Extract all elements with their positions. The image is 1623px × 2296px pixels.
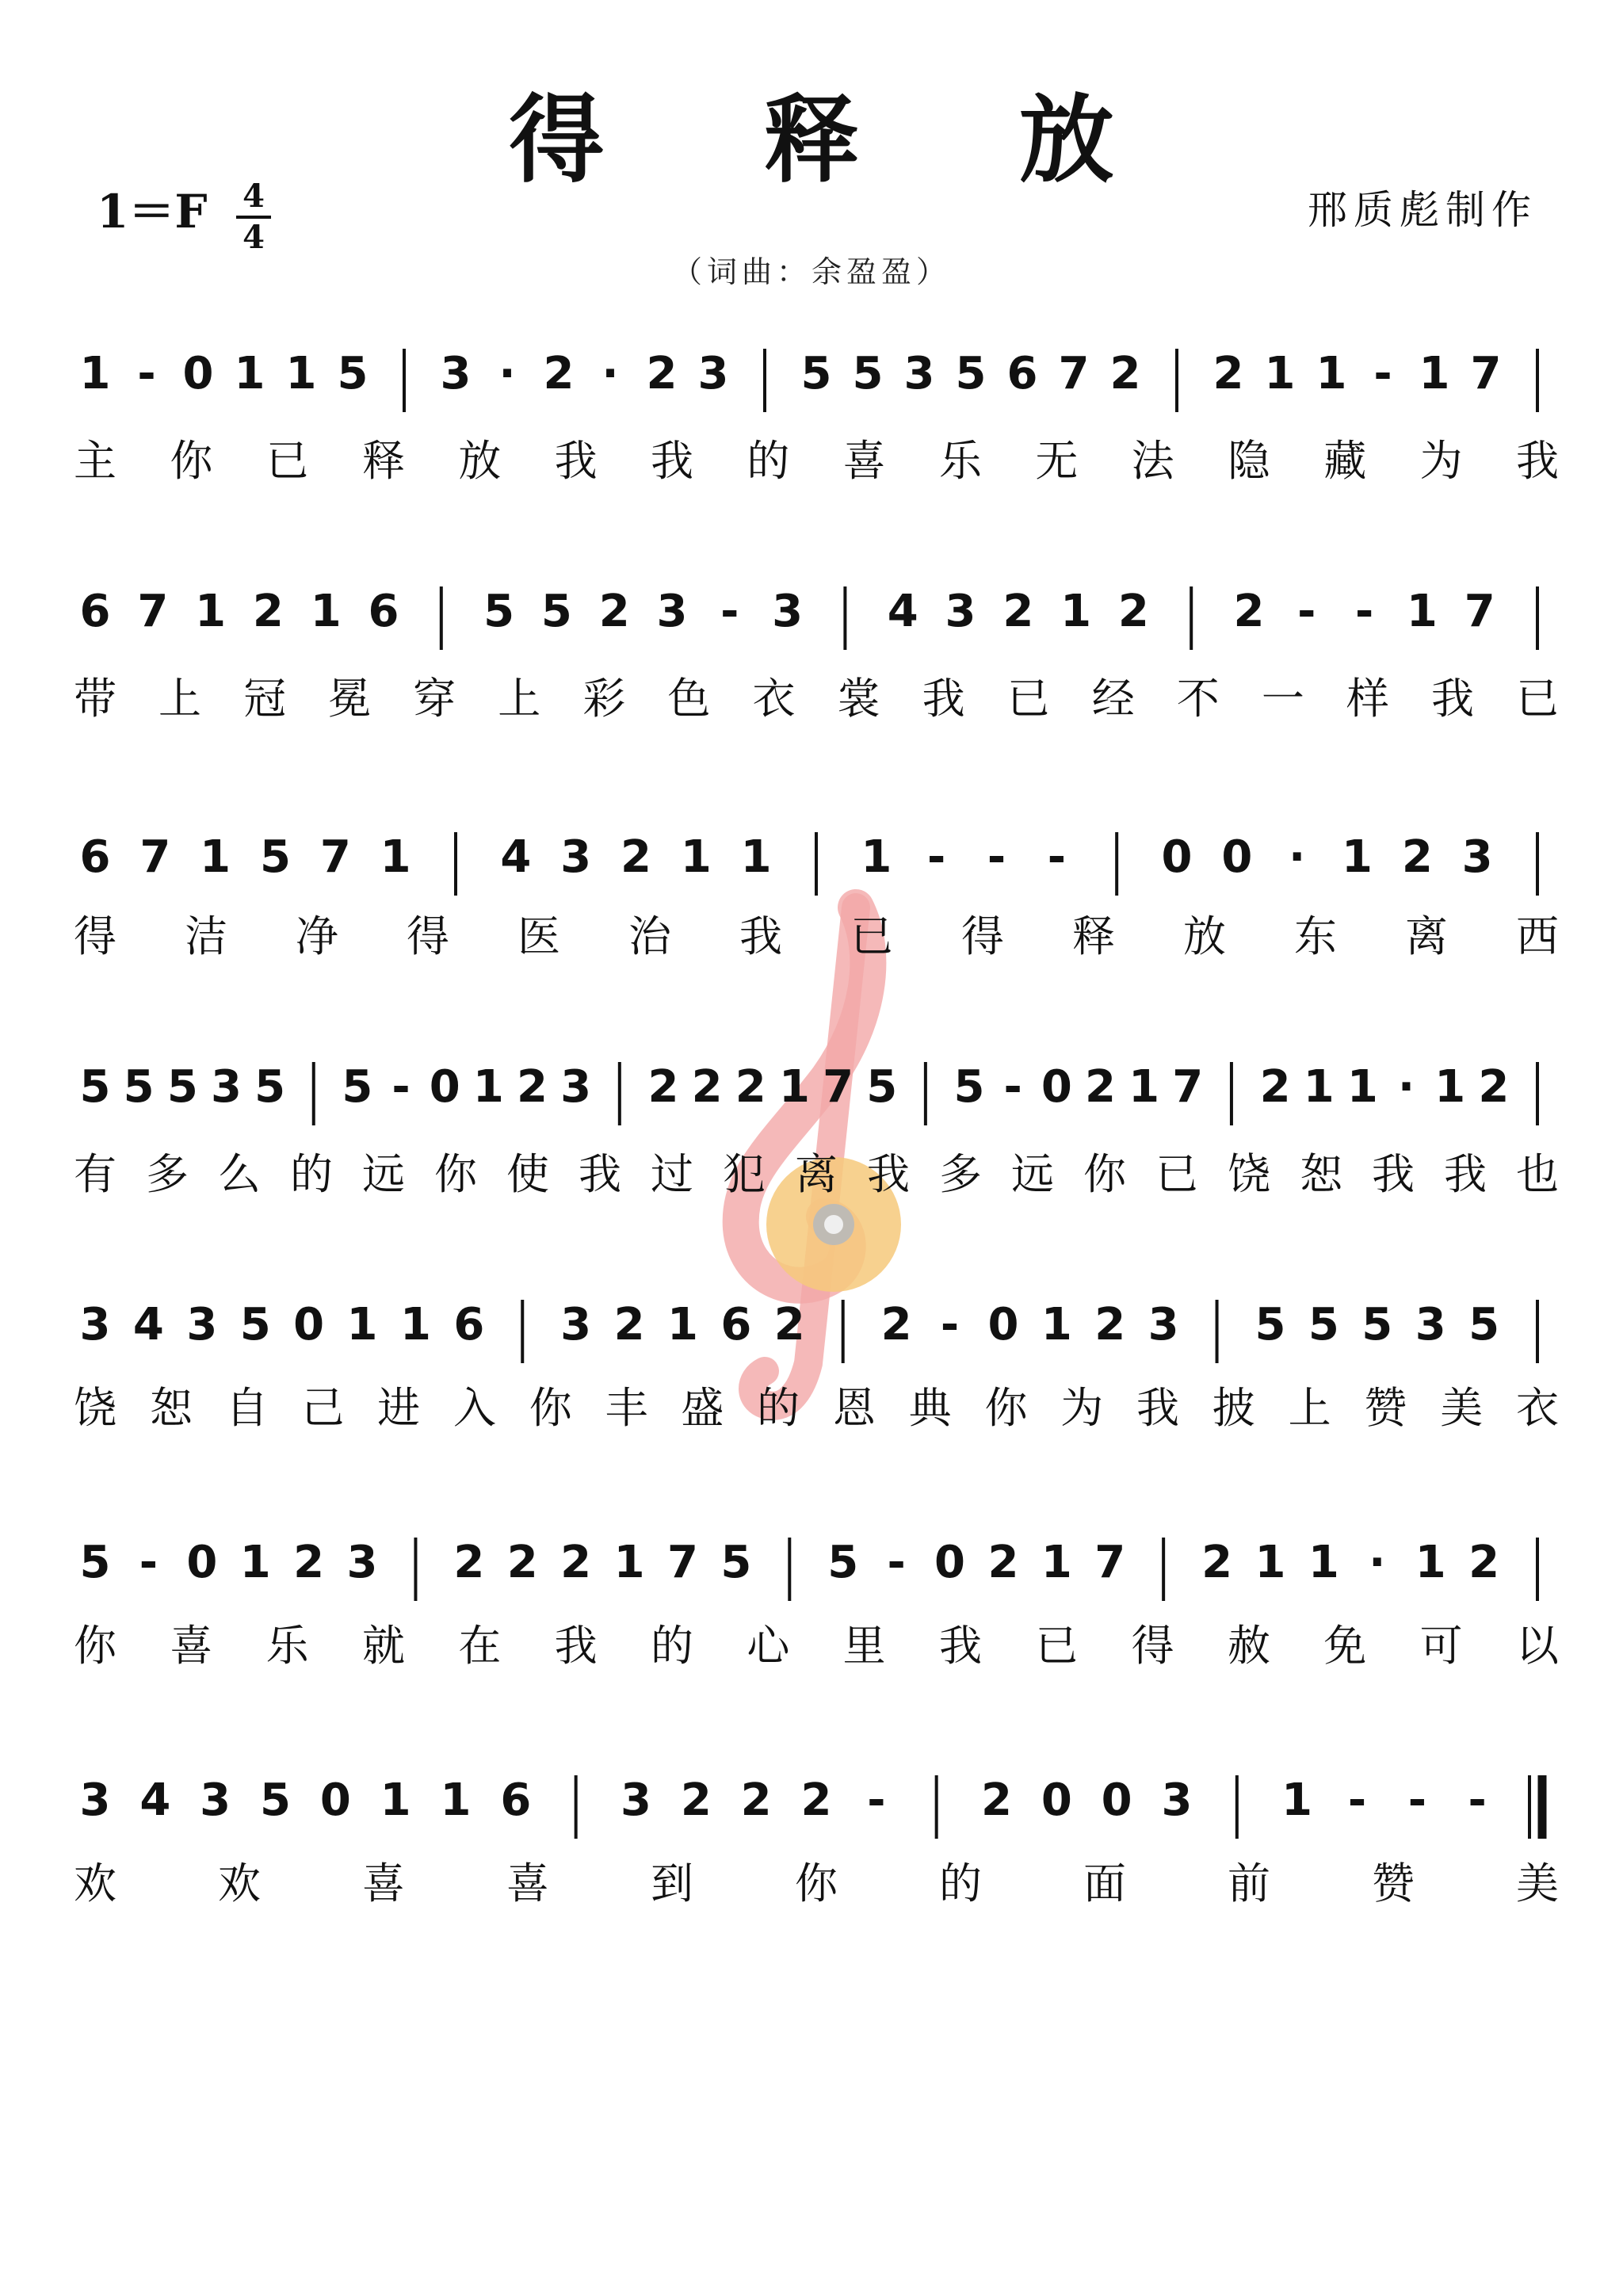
note: 3 bbox=[346, 1537, 378, 1588]
lyric-char: 我 bbox=[1136, 1383, 1180, 1433]
note: 1 bbox=[346, 1299, 378, 1350]
lyric-char: 前 bbox=[1228, 1859, 1270, 1908]
note: 5 bbox=[720, 1537, 752, 1588]
lyric-char: 色 bbox=[667, 674, 711, 724]
lyric-char: 我 bbox=[939, 1621, 982, 1671]
note: 3 bbox=[697, 348, 729, 399]
sustain-dash: - bbox=[1468, 1775, 1487, 1826]
note: 3 bbox=[79, 1299, 111, 1350]
lyric-char: 里 bbox=[842, 1621, 886, 1671]
note: 5 bbox=[800, 348, 832, 399]
lyric-char: 的 bbox=[757, 1383, 800, 1433]
note: 7 bbox=[1470, 348, 1502, 399]
augmentation-dot: · bbox=[1289, 831, 1306, 883]
lyric-char: 的 bbox=[290, 1149, 333, 1199]
lyric-char: 多 bbox=[939, 1149, 982, 1199]
lyric-char: 赦 bbox=[1228, 1621, 1270, 1671]
lyric-char: 我 bbox=[554, 1621, 598, 1671]
note: 3 bbox=[621, 1775, 651, 1826]
note: 3 bbox=[186, 1299, 218, 1350]
note: 2 bbox=[1259, 1061, 1291, 1113]
note: 2 bbox=[1109, 348, 1141, 399]
song-title: 得 释 放 bbox=[509, 86, 1178, 196]
note: 6 bbox=[720, 1299, 752, 1350]
note: 1 bbox=[285, 348, 317, 399]
note: 1 bbox=[1128, 1061, 1160, 1113]
lyric-char: 远 bbox=[362, 1149, 405, 1199]
sustain-dash: - bbox=[1047, 831, 1066, 883]
lyric-char: 我 bbox=[867, 1149, 910, 1199]
note: 3 bbox=[772, 586, 804, 637]
note: 6 bbox=[500, 1775, 532, 1826]
lyric-char: 赞 bbox=[1364, 1383, 1407, 1433]
note: 1 bbox=[861, 831, 892, 883]
note: 5 bbox=[123, 1061, 155, 1113]
note: 3 bbox=[79, 1775, 111, 1826]
note: 5 bbox=[483, 586, 515, 637]
lyric-char: 到 bbox=[651, 1859, 693, 1908]
lyric-char: 离 bbox=[1405, 911, 1448, 961]
note: 7 bbox=[666, 1537, 698, 1588]
lyric-char: 欢 bbox=[218, 1859, 261, 1908]
lyric-char: 披 bbox=[1212, 1383, 1255, 1433]
lyric-char: 不 bbox=[1176, 674, 1220, 724]
augmentation-dot: · bbox=[498, 348, 516, 399]
note: 3 bbox=[945, 586, 976, 637]
sustain-dash: - bbox=[1003, 1061, 1022, 1113]
note: 7 bbox=[823, 1061, 854, 1113]
note: 1 bbox=[1316, 348, 1347, 399]
lyric-char: 穿 bbox=[413, 674, 456, 724]
note: 0 bbox=[1041, 1061, 1072, 1113]
note: 1 bbox=[239, 1537, 271, 1588]
sustain-dash: - bbox=[940, 1299, 960, 1350]
lyric-char: 饶 bbox=[74, 1383, 116, 1433]
note: 5 bbox=[260, 1775, 291, 1826]
note: 3 bbox=[656, 586, 688, 637]
note: 2 bbox=[773, 1299, 805, 1350]
lyric-char: 盛 bbox=[681, 1383, 724, 1433]
lyric-char: 典 bbox=[908, 1383, 952, 1433]
sustain-dash: - bbox=[1407, 1775, 1426, 1826]
note: 2 bbox=[293, 1537, 325, 1588]
lyric-char: 已 bbox=[850, 911, 893, 961]
note: 2 bbox=[1401, 831, 1433, 883]
lyric-char: 的 bbox=[651, 1621, 693, 1671]
sustain-dash: - bbox=[867, 1775, 886, 1826]
note: 1 bbox=[1264, 348, 1296, 399]
lyric-char: 法 bbox=[1131, 436, 1174, 486]
lyricist-credit: （词曲：余盈盈） bbox=[671, 254, 951, 289]
note: 2 bbox=[1233, 586, 1265, 637]
note: 0 bbox=[182, 348, 214, 399]
note: 3 bbox=[440, 348, 472, 399]
lyric-char: 我 bbox=[1516, 436, 1559, 486]
lyric-char: 你 bbox=[984, 1383, 1028, 1433]
lyric-char: 衣 bbox=[1516, 1383, 1559, 1433]
lyric-char: 丰 bbox=[605, 1383, 648, 1433]
note: 5 bbox=[1361, 1299, 1393, 1350]
note: 4 bbox=[132, 1299, 164, 1350]
lyric-char: 我 bbox=[922, 674, 965, 724]
note: 1 bbox=[1434, 1061, 1466, 1113]
note: 5 bbox=[166, 1061, 198, 1113]
note: 1 bbox=[472, 1061, 504, 1113]
lyric-char: 你 bbox=[434, 1149, 477, 1199]
note: 5 bbox=[342, 1061, 373, 1113]
note: 5 bbox=[852, 348, 884, 399]
lyric-char: 免 bbox=[1323, 1621, 1367, 1671]
lyric-char: 已 bbox=[1006, 674, 1050, 724]
sustain-dash: - bbox=[927, 831, 946, 883]
sustain-dash: - bbox=[139, 1537, 158, 1588]
note: 1 bbox=[680, 831, 712, 883]
note: 5 bbox=[1468, 1299, 1500, 1350]
note: 1 bbox=[399, 1299, 431, 1350]
lyric-char: 经 bbox=[1091, 674, 1135, 724]
note: 1 bbox=[740, 831, 772, 883]
note: 0 bbox=[319, 1775, 351, 1826]
lyric-char: 美 bbox=[1440, 1383, 1484, 1433]
lyric-char: 我 bbox=[1430, 674, 1474, 724]
note: 2 bbox=[1468, 1537, 1500, 1588]
lyric-char: 乐 bbox=[939, 436, 982, 486]
lyric-char: 得 bbox=[407, 911, 449, 961]
sustain-dash: - bbox=[1297, 586, 1316, 637]
sustain-dash: - bbox=[137, 348, 156, 399]
note: 1 bbox=[1060, 586, 1092, 637]
sustain-dash: - bbox=[987, 831, 1006, 883]
lyric-char: 得 bbox=[961, 911, 1004, 961]
note: 1 bbox=[666, 1299, 698, 1350]
note: 2 bbox=[506, 1537, 538, 1588]
note: 0 bbox=[934, 1537, 966, 1588]
note: 1 bbox=[440, 1775, 472, 1826]
note: 0 bbox=[1101, 1775, 1132, 1826]
note: 1 bbox=[1041, 1537, 1072, 1588]
note: 2 bbox=[800, 1775, 832, 1826]
lyric-char: 乐 bbox=[265, 1621, 309, 1671]
lyric-char: 就 bbox=[362, 1621, 405, 1671]
note: 2 bbox=[880, 1299, 912, 1350]
key-signature: 1＝F bbox=[97, 185, 208, 239]
lyric-char: 冠 bbox=[243, 674, 287, 724]
lyric-char: 已 bbox=[1035, 1621, 1079, 1671]
lyric-char: 已 bbox=[265, 436, 309, 486]
note: 2 bbox=[1117, 586, 1149, 637]
note: 2 bbox=[1478, 1061, 1510, 1113]
note: 3 bbox=[200, 1775, 231, 1826]
lyric-char: 我 bbox=[651, 436, 693, 486]
note: 5 bbox=[1254, 1299, 1286, 1350]
sustain-dash: - bbox=[1354, 586, 1374, 637]
note: 1 bbox=[1415, 1537, 1446, 1588]
lyric-char: 主 bbox=[74, 436, 116, 486]
credit: 邢质彪制作 bbox=[1308, 187, 1537, 233]
note: 3 bbox=[903, 348, 935, 399]
lyric-char: 恩 bbox=[832, 1383, 876, 1433]
lyric-char: 治 bbox=[628, 911, 671, 961]
lyric-char: 你 bbox=[74, 1621, 116, 1671]
note: 2 bbox=[647, 1061, 679, 1113]
lyric-char: 得 bbox=[1131, 1621, 1174, 1671]
lyric-char: 犯 bbox=[723, 1149, 766, 1199]
lyric-char: 有 bbox=[74, 1149, 116, 1199]
sustain-dash: - bbox=[391, 1061, 411, 1113]
note: 1 bbox=[79, 348, 111, 399]
lyric-char: 为 bbox=[1419, 436, 1463, 486]
note: 3 bbox=[560, 831, 592, 883]
note: 4 bbox=[500, 831, 532, 883]
note: 7 bbox=[139, 831, 171, 883]
lyric-char: 我 bbox=[579, 1149, 621, 1199]
note: 5 bbox=[955, 348, 987, 399]
lyric-char: 在 bbox=[458, 1621, 502, 1671]
note: 3 bbox=[560, 1299, 592, 1350]
lyric-char: 过 bbox=[651, 1149, 693, 1199]
note: 0 bbox=[429, 1061, 460, 1113]
sustain-dash: - bbox=[1373, 348, 1392, 399]
note: 5 bbox=[540, 586, 572, 637]
time-signature-top: 4 bbox=[242, 178, 265, 215]
lyric-char: 你 bbox=[795, 1859, 838, 1908]
note: 3 bbox=[210, 1061, 242, 1113]
note: 1 bbox=[613, 1537, 645, 1588]
note: 4 bbox=[887, 586, 918, 637]
lyric-char: 为 bbox=[1060, 1383, 1104, 1433]
lyric-char: 医 bbox=[517, 911, 560, 961]
note: 1 bbox=[1342, 831, 1373, 883]
note: 2 bbox=[981, 1775, 1012, 1826]
note: 1 bbox=[195, 586, 227, 637]
lyric-char: 也 bbox=[1516, 1149, 1559, 1199]
note: 5 bbox=[866, 1061, 898, 1113]
note: 6 bbox=[1006, 348, 1038, 399]
note: 2 bbox=[740, 1775, 772, 1826]
lyric-char: 藏 bbox=[1323, 436, 1367, 486]
note: 1 bbox=[778, 1061, 810, 1113]
lyric-char: 上 bbox=[1288, 1383, 1331, 1433]
note: 7 bbox=[1464, 586, 1495, 637]
note: 1 bbox=[1406, 586, 1438, 637]
lyric-char: 上 bbox=[498, 674, 541, 724]
note: 2 bbox=[1085, 1061, 1116, 1113]
note: 5 bbox=[1308, 1299, 1339, 1350]
lyric-char: 进 bbox=[377, 1383, 421, 1433]
note: 0 bbox=[186, 1537, 218, 1588]
note: 1 bbox=[1303, 1061, 1335, 1113]
note: 2 bbox=[680, 1775, 712, 1826]
lyric-char: 彩 bbox=[582, 674, 626, 724]
lyric-char: 欢 bbox=[74, 1859, 116, 1908]
note: 0 bbox=[1221, 831, 1253, 883]
note: 5 bbox=[337, 348, 369, 399]
lyric-char: 我 bbox=[554, 436, 598, 486]
augmentation-dot: · bbox=[1369, 1537, 1386, 1588]
note: 3 bbox=[1148, 1299, 1179, 1350]
note: 5 bbox=[254, 1061, 286, 1113]
lyric-char: 的 bbox=[747, 436, 790, 486]
note: 6 bbox=[79, 831, 111, 883]
sustain-dash: - bbox=[1347, 1775, 1367, 1826]
lyric-char: 你 bbox=[1083, 1149, 1126, 1199]
note: 2 bbox=[560, 1537, 592, 1588]
lyric-char: 己 bbox=[301, 1383, 345, 1433]
note: 2 bbox=[735, 1061, 766, 1113]
note: 5 bbox=[79, 1061, 111, 1113]
lyric-char: 放 bbox=[458, 436, 502, 486]
note: 1 bbox=[1419, 348, 1450, 399]
note: 2 bbox=[1212, 348, 1244, 399]
lyric-char: 远 bbox=[1011, 1149, 1054, 1199]
note: 0 bbox=[1041, 1775, 1072, 1826]
note: 2 bbox=[1002, 586, 1034, 637]
lyric-char: 可 bbox=[1419, 1621, 1463, 1671]
note: 1 bbox=[380, 831, 411, 883]
lyric-char: 喜 bbox=[842, 436, 886, 486]
lyric-char: 入 bbox=[453, 1383, 496, 1433]
lyric-char: 么 bbox=[218, 1149, 261, 1199]
note: 1 bbox=[1041, 1299, 1072, 1350]
note: 6 bbox=[453, 1299, 485, 1350]
note: 2 bbox=[252, 586, 284, 637]
lyric-char: 带 bbox=[74, 674, 116, 724]
lyric-char: 上 bbox=[158, 674, 202, 724]
note: 5 bbox=[953, 1061, 985, 1113]
note: 1 bbox=[1254, 1537, 1286, 1588]
note: 4 bbox=[139, 1775, 171, 1826]
note: 0 bbox=[293, 1299, 325, 1350]
lyric-char: 饶 bbox=[1228, 1149, 1270, 1199]
lyric-char: 赞 bbox=[1372, 1859, 1415, 1908]
lyric-char: 释 bbox=[362, 436, 405, 486]
sustain-dash: - bbox=[887, 1537, 906, 1588]
lyric-char: 恕 bbox=[149, 1383, 193, 1433]
note: 1 bbox=[310, 586, 342, 637]
note: 1 bbox=[1346, 1061, 1378, 1113]
lyric-char: 多 bbox=[146, 1149, 189, 1199]
lyric-char: 你 bbox=[170, 436, 213, 486]
note: 1 bbox=[1281, 1775, 1313, 1826]
lyric-char: 一 bbox=[1261, 674, 1304, 724]
note: 5 bbox=[79, 1537, 111, 1588]
lyric-char: 样 bbox=[1346, 674, 1389, 724]
lyric-char: 我 bbox=[1372, 1149, 1415, 1199]
time-signature-bottom: 4 bbox=[242, 219, 265, 256]
lyric-char: 你 bbox=[529, 1383, 572, 1433]
lyric-char: 洁 bbox=[185, 911, 227, 961]
note: 2 bbox=[691, 1061, 723, 1113]
note: 2 bbox=[646, 348, 678, 399]
note: 7 bbox=[319, 831, 351, 883]
lyric-char: 放 bbox=[1183, 911, 1226, 961]
lyric-char: 使 bbox=[506, 1149, 549, 1199]
lyric-char: 衣 bbox=[752, 674, 796, 724]
note: 2 bbox=[621, 831, 651, 883]
note: 3 bbox=[1461, 831, 1493, 883]
sustain-dash: - bbox=[720, 586, 739, 637]
note: 5 bbox=[260, 831, 291, 883]
note: 2 bbox=[453, 1537, 485, 1588]
lyric-char: 冕 bbox=[328, 674, 372, 724]
lyric-char: 喜 bbox=[506, 1859, 549, 1908]
note: 1 bbox=[200, 831, 231, 883]
lyric-char: 以 bbox=[1516, 1621, 1559, 1671]
note: 6 bbox=[79, 586, 111, 637]
lyric-char: 我 bbox=[1444, 1149, 1487, 1199]
lyric-char: 面 bbox=[1083, 1859, 1126, 1908]
note: 2 bbox=[598, 586, 630, 637]
note: 7 bbox=[1094, 1537, 1126, 1588]
note: 2 bbox=[517, 1061, 548, 1113]
note: 3 bbox=[1161, 1775, 1193, 1826]
note: 1 bbox=[380, 1775, 411, 1826]
lyric-char: 西 bbox=[1516, 911, 1559, 961]
note: 2 bbox=[543, 348, 575, 399]
note: 0 bbox=[987, 1299, 1019, 1350]
note: 7 bbox=[1172, 1061, 1204, 1113]
lyric-char: 我 bbox=[739, 911, 782, 961]
note: 2 bbox=[1201, 1537, 1233, 1588]
note: 1 bbox=[234, 348, 265, 399]
lyric-char: 隐 bbox=[1228, 436, 1270, 486]
lyric-char: 美 bbox=[1516, 1859, 1559, 1908]
lyric-char: 无 bbox=[1035, 436, 1079, 486]
note: 1 bbox=[1308, 1537, 1339, 1588]
note: 5 bbox=[239, 1299, 271, 1350]
note: 2 bbox=[987, 1537, 1019, 1588]
note: 2 bbox=[1094, 1299, 1126, 1350]
augmentation-dot: · bbox=[1397, 1061, 1415, 1113]
lyric-char: 已 bbox=[1516, 674, 1559, 724]
note: 3 bbox=[560, 1061, 592, 1113]
note: 6 bbox=[368, 586, 399, 637]
lyric-char: 的 bbox=[939, 1859, 982, 1908]
note: 0 bbox=[1161, 831, 1193, 883]
note: 3 bbox=[1415, 1299, 1446, 1350]
lyric-char: 已 bbox=[1155, 1149, 1198, 1199]
lyric-char: 裳 bbox=[837, 674, 880, 724]
lyric-char: 喜 bbox=[362, 1859, 405, 1908]
note: 5 bbox=[827, 1537, 859, 1588]
augmentation-dot: · bbox=[601, 348, 619, 399]
lyric-char: 东 bbox=[1294, 911, 1337, 961]
note: 7 bbox=[1058, 348, 1090, 399]
lyric-char: 离 bbox=[795, 1149, 838, 1199]
lyric-char: 释 bbox=[1072, 911, 1115, 961]
lyric-char: 喜 bbox=[170, 1621, 213, 1671]
note: 2 bbox=[613, 1299, 645, 1350]
lyric-char: 净 bbox=[296, 911, 338, 961]
lyric-char: 自 bbox=[225, 1383, 269, 1433]
lyric-char: 得 bbox=[74, 911, 116, 961]
note: 7 bbox=[137, 586, 169, 637]
lyric-char: 恕 bbox=[1300, 1149, 1342, 1199]
lyric-char: 心 bbox=[747, 1621, 790, 1671]
